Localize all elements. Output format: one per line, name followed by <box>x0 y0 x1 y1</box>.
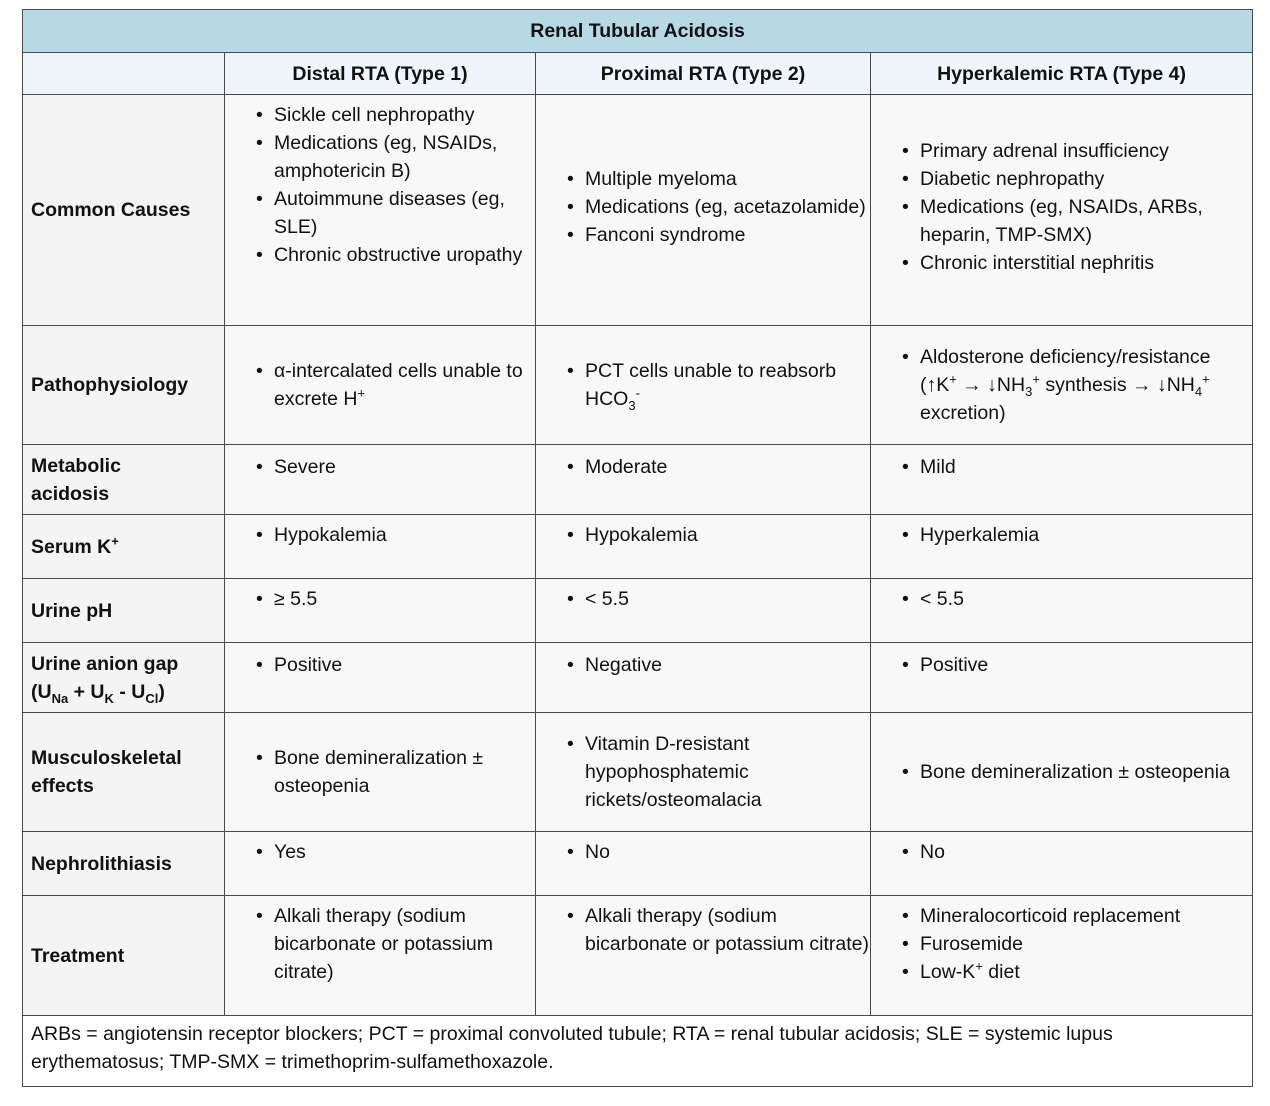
cell-msk-hyperkalemic <box>871 713 1253 832</box>
row-label-treatment: Treatment <box>23 896 225 1016</box>
cell-nephro-hyperkalemic <box>871 832 1253 896</box>
list-item: • Negative <box>585 651 870 679</box>
row-musculoskeletal <box>23 713 1253 832</box>
list-item: • Mineralocorticoid replacement <box>920 902 1252 930</box>
row-label-msk: Musculoskeletal effects <box>23 713 225 832</box>
cell-anion-gap-proximal <box>536 643 871 713</box>
list-item: • Positive <box>274 651 535 679</box>
row-urine-ph <box>23 579 1253 643</box>
list-item: • Vitamin D-resistant hypophosphatemic rickets/osteomalacia <box>585 730 870 814</box>
list-item: • Chronic interstitial nephritis <box>920 249 1252 277</box>
list-item: • Diabetic nephropathy <box>920 165 1252 193</box>
row-urine-anion-gap <box>23 643 1253 713</box>
footnote-row <box>23 1016 1253 1087</box>
list-item: • No <box>920 838 1252 866</box>
cell-causes-proximal <box>536 95 871 326</box>
list-item: • < 5.5 <box>585 585 870 613</box>
cell-anion-gap-distal <box>225 643 536 713</box>
list-item: • Alkali therapy (sodium bicarbonate or potassium citrate) <box>585 902 870 958</box>
cell-serum-k-distal <box>225 515 536 579</box>
list-item: • Yes <box>274 838 535 866</box>
cell-serum-k-hyperkalemic <box>871 515 1253 579</box>
list-item: • Aldosterone deficiency/resistance (↑K+ → $↓NH_3^+$ synthesis → $↓NH_4^+$ excretion) <box>920 343 1252 427</box>
list-item: • Hypokalemia <box>585 521 870 549</box>
cell-patho-distal <box>225 326 536 445</box>
list-item: • α-intercalated cells unable to excrete H+ <box>274 357 535 413</box>
row-pathophysiology <box>23 326 1253 445</box>
header-row <box>23 53 1253 95</box>
row-label-causes: Common Causes <box>23 95 225 326</box>
list-item: • Mild <box>920 453 1252 481</box>
list-item: • Primary adrenal insufficiency <box>920 137 1252 165</box>
list-item: • Severe <box>274 453 535 481</box>
row-label-serum-k: Serum K+ <box>23 515 225 579</box>
list-item: • Bone demineralization ± osteopenia <box>274 744 535 800</box>
table-title: Renal Tubular Acidosis <box>23 10 1253 53</box>
header-hyperkalemic: Hyperkalemic RTA (Type 4) <box>871 53 1253 95</box>
cell-patho-proximal <box>536 326 871 445</box>
row-label-pathophysiology: Pathophysiology <box>23 326 225 445</box>
list-item: • Chronic obstructive uropathy <box>274 241 535 269</box>
cell-treatment-hyperkalemic <box>871 896 1253 1016</box>
cell-msk-distal <box>225 713 536 832</box>
cell-acidosis-distal <box>225 445 536 515</box>
list-item: • Medications (eg, NSAIDs, amphotericin B) <box>274 129 535 185</box>
list-item: • ≥ 5.5 <box>274 585 535 613</box>
list-item: • PCT cells unable to reabsorb $HCO_3^-$ <box>585 357 870 413</box>
list-item: • Bone demineralization ± osteopenia <box>920 758 1252 786</box>
cell-acidosis-hyperkalemic <box>871 445 1253 515</box>
cell-anion-gap-hyperkalemic <box>871 643 1253 713</box>
list-item: • Multiple myeloma <box>585 165 870 193</box>
list-item: • Fanconi syndrome <box>585 221 870 249</box>
cell-urine-ph-hyperkalemic <box>871 579 1253 643</box>
row-serum-k <box>23 515 1253 579</box>
row-nephrolithiasis <box>23 832 1253 896</box>
list-item: • Low-K+ diet <box>920 958 1252 986</box>
row-common-causes <box>23 95 1253 326</box>
list-item: • Hypokalemia <box>274 521 535 549</box>
row-metabolic-acidosis <box>23 445 1253 515</box>
list-item: • Alkali therapy (sodium bicarbonate or potassium citrate) <box>274 902 535 986</box>
cell-nephro-proximal <box>536 832 871 896</box>
header-distal: Distal RTA (Type 1) <box>225 53 536 95</box>
list-item: • No <box>585 838 870 866</box>
row-label-acidosis: Metabolic acidosis <box>23 445 225 515</box>
list-item: • Hyperkalemia <box>920 521 1252 549</box>
list-item: • Medications (eg, acetazolamide) <box>585 193 870 221</box>
cell-causes-distal <box>225 95 536 326</box>
header-proximal: Proximal RTA (Type 2) <box>536 53 871 95</box>
cell-patho-hyperkalemic <box>871 326 1253 445</box>
cell-treatment-proximal <box>536 896 871 1016</box>
list-item: • Autoimmune diseases (eg, SLE) <box>274 185 535 241</box>
cell-urine-ph-proximal <box>536 579 871 643</box>
row-label-nephrolithiasis: Nephrolithiasis <box>23 832 225 896</box>
list-item: • Sickle cell nephropathy <box>274 101 535 129</box>
cell-causes-hyperkalemic <box>871 95 1253 326</box>
row-label-anion-gap: Urine anion gap $(U_{Na} + U_K - U_{Cl})$ <box>23 643 225 713</box>
rta-table <box>22 9 1253 1087</box>
header-empty <box>23 53 225 95</box>
cell-nephro-distal <box>225 832 536 896</box>
list-item: • Medications (eg, NSAIDs, ARBs, heparin, TMP-SMX) <box>920 193 1252 249</box>
list-item: • Positive <box>920 651 1252 679</box>
cell-urine-ph-distal <box>225 579 536 643</box>
list-item: • Furosemide <box>920 930 1252 958</box>
list-item: • < 5.5 <box>920 585 1252 613</box>
cell-acidosis-proximal <box>536 445 871 515</box>
footnote: ARBs = angiotensin receptor blockers; PCT = proximal convoluted tubule; RTA = renal tubular acidosis; SLE = systemic lupus erythematosus; TMP-SMX = trimethoprim-sulfamethoxazole. <box>23 1016 1253 1087</box>
cell-msk-proximal <box>536 713 871 832</box>
cell-serum-k-proximal <box>536 515 871 579</box>
row-treatment <box>23 896 1253 1016</box>
list-item: • Moderate <box>585 453 870 481</box>
cell-treatment-distal <box>225 896 536 1016</box>
row-label-urine-ph: Urine pH <box>23 579 225 643</box>
